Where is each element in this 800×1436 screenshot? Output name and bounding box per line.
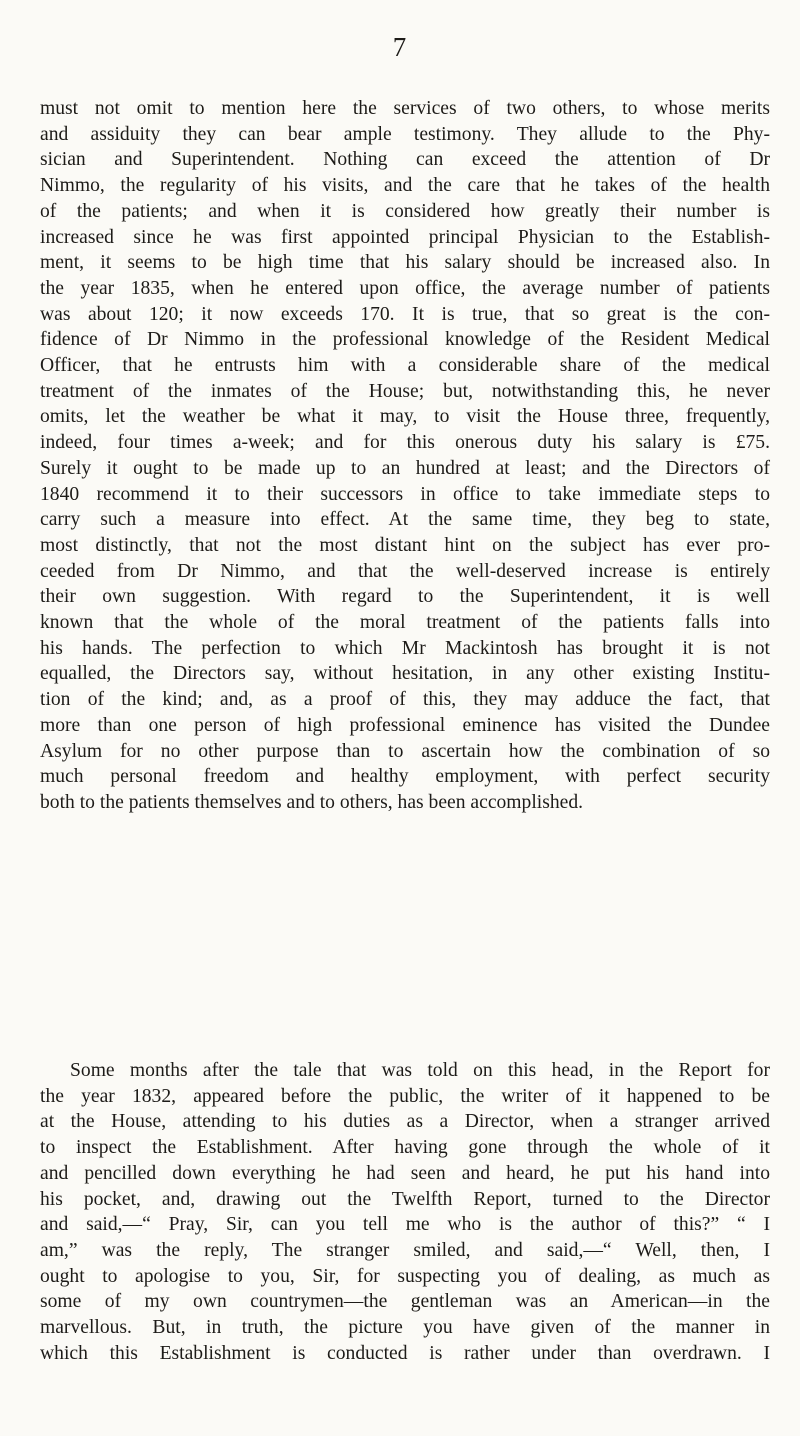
text-line: the year 1835, when he entered upon office, the average number of patients bbox=[40, 277, 770, 299]
paragraph-directors-praise bbox=[40, 96, 770, 816]
text-line: equalled, the Directors say, without hesitation, in any other existing Institu- bbox=[40, 663, 770, 685]
text-line: at the House, attending to his duties as a Director, when a stranger arrived bbox=[40, 1111, 770, 1133]
text-line: Asylum for no other purpose than to ascertain how the combination of so bbox=[40, 740, 770, 762]
text-line: ought to apologise to you, Sir, for suspecting you of dealing, as much as bbox=[40, 1265, 770, 1287]
text-line: treatment of the inmates of the House; but, notwithstanding this, he never bbox=[40, 380, 770, 402]
text-line: Nimmo, the regularity of his visits, and the care that he takes of the health bbox=[40, 175, 770, 197]
text-line: both to the patients themselves and to others, has been accomplished. bbox=[40, 791, 584, 813]
text-line: much personal freedom and healthy employment, with perfect security bbox=[40, 766, 770, 788]
text-line: known that the whole of the moral treatment of the patients falls into bbox=[40, 612, 770, 634]
text-line: Surely it ought to be made up to an hundred at least; and the Directors of bbox=[40, 457, 770, 479]
text-line: ceeded from Dr Nimmo, and that the well-deserved increase is entirely bbox=[40, 560, 770, 582]
text-line: ment, it seems to be high time that his salary should be increased also. In bbox=[40, 252, 770, 274]
text-line: and assiduity they can bear ample testimony. They allude to the Phy- bbox=[40, 123, 770, 145]
text-line: fidence of Dr Nimmo in the professional knowledge of the Resident Medical bbox=[40, 329, 770, 351]
text-line: the year 1832, appeared before the public, the writer of it happened to be bbox=[40, 1085, 770, 1107]
text-line: his pocket, and, drawing out the Twelfth Report, turned to the Director bbox=[40, 1188, 770, 1210]
text-line: 1840 recommend it to their successors in office to take immediate steps to bbox=[40, 483, 770, 505]
text-line: indeed, four times a-week; and for this onerous duty his salary is £75. bbox=[40, 432, 770, 454]
text-line: sician and Superintendent. Nothing can exceed the attention of Dr bbox=[40, 149, 770, 171]
text-line: their own suggestion. With regard to the Superintendent, it is well bbox=[40, 586, 770, 608]
text-line: his hands. The perfection to which Mr Mackintosh has brought it is not bbox=[40, 637, 770, 659]
text-line: most distinctly, that not the most distant hint on the subject has ever pro- bbox=[40, 534, 770, 556]
text-line: omits, let the weather be what it may, to visit the House three, frequently, bbox=[40, 406, 770, 428]
text-line: to inspect the Establishment. After having gone through the whole of it bbox=[40, 1137, 770, 1159]
text-line: and said,—“ Pray, Sir, can you tell me who is the author of this?” “ I bbox=[40, 1214, 770, 1236]
text-line: Officer, that he entrusts him with a considerable share of the medical bbox=[40, 355, 770, 377]
text-line: was about 120; it now exceeds 170. It is true, that so great is the con- bbox=[40, 303, 770, 325]
text-line: Some months after the tale that was told on this head, in the Report for bbox=[70, 1060, 770, 1081]
text-line: more than one person of high professional eminence has visited the Dundee bbox=[40, 714, 770, 736]
text-line: am,” was the reply, The stranger smiled, and said,—“ Well, then, I bbox=[40, 1239, 770, 1261]
text-line: marvellous. But, in truth, the picture you have given of the manner in bbox=[40, 1317, 770, 1339]
text-line: must not omit to mention here the services of two others, to whose merits bbox=[40, 98, 770, 119]
text-line: increased since he was first appointed principal Physician to the Establish- bbox=[40, 226, 770, 248]
page-number: 7 bbox=[392, 32, 408, 62]
text-line: tion of the kind; and, as a proof of this, they may adduce the fact, that bbox=[40, 689, 770, 711]
text-line: and pencilled down everything he had seen and heard, he put his hand into bbox=[40, 1162, 770, 1184]
text-line: some of my own countrymen—the gentleman was an American—in the bbox=[40, 1291, 770, 1313]
text-line: of the patients; and when it is considered how greatly their number is bbox=[40, 200, 770, 222]
text-line: carry such a measure into effect. At the same time, they beg to state, bbox=[40, 509, 770, 531]
paragraph-stranger-visit bbox=[40, 1058, 770, 1366]
text-line: which this Establishment is conducted is rather under than overdrawn. I bbox=[40, 1342, 770, 1364]
